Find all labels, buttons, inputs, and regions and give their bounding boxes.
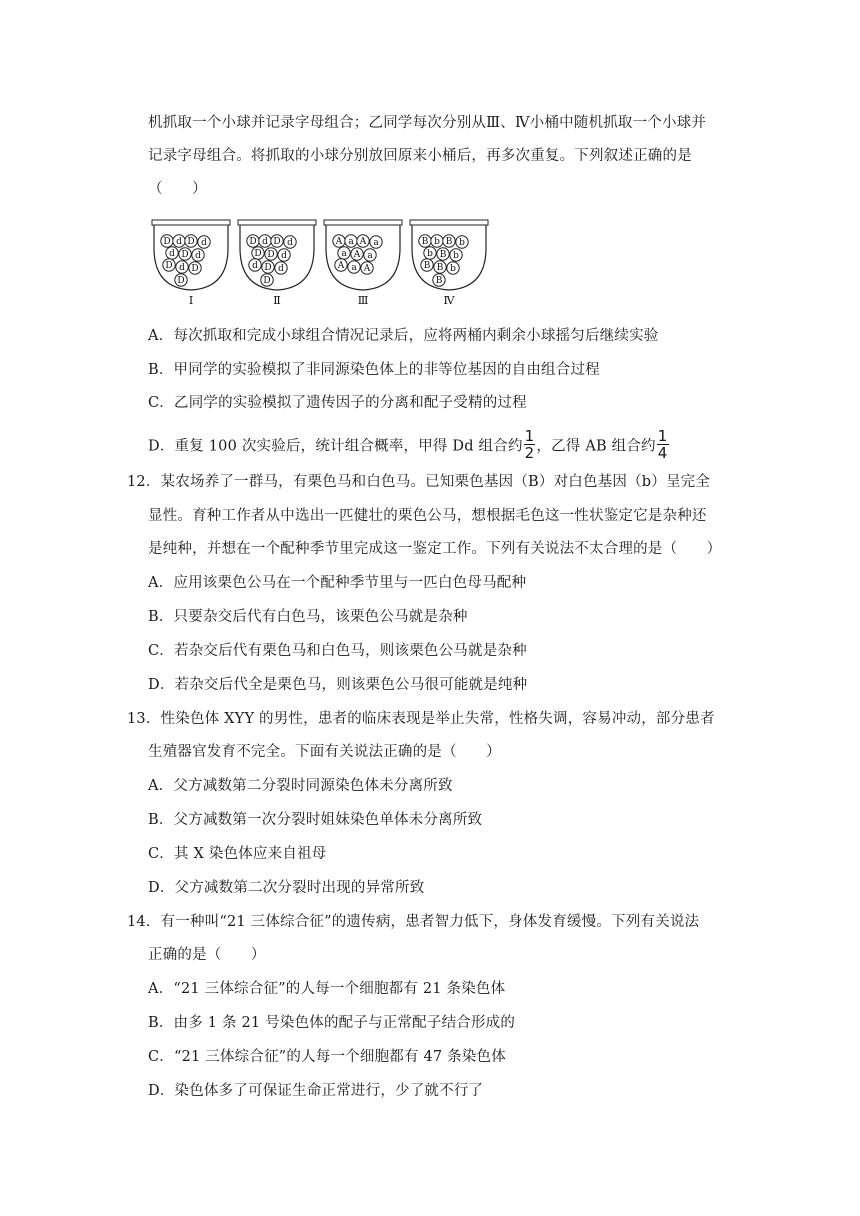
fraction-denominator: 2 xyxy=(524,444,535,462)
ball-letter: B xyxy=(435,276,443,287)
ball xyxy=(338,247,350,259)
q12-option-a: A．应用该栗色公马在一个配种季节里与一匹白色母马配种 xyxy=(148,575,527,591)
ball xyxy=(284,236,296,248)
q11-option-b: B．甲同学的实验模拟了非同源染色体上的非等位基因的自由组合过程 xyxy=(148,362,600,378)
ball-letter: a xyxy=(367,251,373,262)
ball xyxy=(176,261,188,273)
ball-letter: B xyxy=(423,261,431,272)
q13-stem-line1: 13．性染色体 XYY 的男性，患者的临床表现是举止失常，性格失调，容易冲动，部分患者 xyxy=(127,711,715,727)
ball xyxy=(189,262,201,274)
q14-option-d: D．染色体多了可保证生命正常进行，少了就不行了 xyxy=(148,1083,484,1099)
bucket-label: Ⅱ xyxy=(273,294,281,306)
bucket-label: Ⅰ xyxy=(188,294,194,306)
ball xyxy=(357,235,369,247)
ball-letter: D xyxy=(165,261,173,272)
bucket-figure xyxy=(150,218,490,306)
q11-option-d-text1: D．重复 100 次实验后，统计组合概率，甲得 Dd 组合约 xyxy=(148,438,523,455)
q11-option-d-text2: ，乙得 AB 组合约 xyxy=(536,438,656,455)
ball xyxy=(443,235,455,247)
ball-letter: d xyxy=(179,263,185,274)
q12-stem-line2: 显性。育种工作者从中选出一匹健壮的栗色公马，想根据毛色这一性状鉴定它是杂种还 xyxy=(148,508,707,524)
bucket-2 xyxy=(238,220,316,306)
ball xyxy=(333,235,345,247)
ball xyxy=(271,235,283,247)
q12-option-b: B．只要杂交后代有白色马，该栗色公马就是杂种 xyxy=(148,609,468,625)
ball-letter: a xyxy=(351,263,357,274)
bucket-rim xyxy=(324,220,402,225)
ball-letter: d xyxy=(262,237,268,248)
ball-letter: D xyxy=(191,264,199,275)
ball xyxy=(185,235,197,247)
ball xyxy=(198,236,210,248)
fraction-numerator: 1 xyxy=(524,427,535,445)
ball xyxy=(175,274,187,286)
ball-letter: D xyxy=(267,250,275,261)
ball-letter: A xyxy=(337,261,345,272)
ball xyxy=(364,249,376,261)
ball-letter: B xyxy=(439,250,447,261)
bucket-4 xyxy=(410,220,488,306)
ball-letter: b xyxy=(453,251,459,262)
q11-stem-line2: 记录字母组合。将抓取的小球分别放回原来小桶后，再多次重复。下列叙述正确的是 xyxy=(148,148,692,164)
ball xyxy=(275,262,287,274)
ball xyxy=(351,248,363,260)
ball xyxy=(261,274,273,286)
q12-stem-line3: 是纯种，并想在一个配种季节里完成这一鉴定工作。下列有关说法不太合理的是（ ） xyxy=(148,541,722,557)
ball-letter: d xyxy=(287,238,293,249)
ball xyxy=(361,262,373,274)
ball xyxy=(433,274,445,286)
ball-letter: A xyxy=(359,237,367,248)
ball-letter: D xyxy=(177,276,185,287)
q11-option-a: A．每次抓取和完成小球组合情况记录后，应将两桶内剩余小球摇匀后继续实验 xyxy=(148,328,659,344)
ball-letter: b xyxy=(459,238,465,249)
ball-letter: D xyxy=(263,276,271,287)
q14-option-b: B．由多 1 条 21 号染色体的配子与正常配子结合形成的 xyxy=(148,1015,516,1031)
bucket-figure-svg xyxy=(150,218,490,306)
q11-stem-line3: （ ） xyxy=(148,181,207,197)
bucket-rim xyxy=(410,220,488,225)
q14-stem-line2: 正确的是（ ） xyxy=(148,947,266,963)
ball-letter: d xyxy=(252,261,258,272)
ball-letter: a xyxy=(341,249,347,260)
ball xyxy=(259,235,271,247)
ball xyxy=(348,261,360,273)
fraction-one-quarter xyxy=(657,428,669,461)
q13-option-b: B．父方减数第一次分裂时姐妹染色单体未分离所致 xyxy=(148,812,483,828)
ball xyxy=(252,247,264,259)
ball xyxy=(278,249,290,261)
ball xyxy=(370,236,382,248)
ball-letter: d xyxy=(195,251,201,262)
q11-option-c: C．乙同学的实验模拟了遗传因子的分离和配子受精的过程 xyxy=(148,395,527,411)
ball-letter: A xyxy=(363,264,371,275)
fraction-numerator: 1 xyxy=(657,427,668,445)
ball-letter: A xyxy=(335,237,343,248)
ball-letter: B xyxy=(421,237,429,248)
ball-letter: a xyxy=(348,237,354,248)
ball-letter: D xyxy=(249,237,257,248)
q14-option-a: A．“21 三体综合征”的人每一个细胞都有 21 条染色体 xyxy=(148,981,506,997)
ball xyxy=(335,259,347,271)
q13-option-c: C．其 X 染色体应来自祖母 xyxy=(148,846,327,862)
fraction-one-half xyxy=(524,428,536,461)
ball-letter: D xyxy=(187,237,195,248)
ball xyxy=(421,259,433,271)
ball xyxy=(166,247,178,259)
ball xyxy=(262,261,274,273)
fraction-denominator: 4 xyxy=(657,444,668,462)
q14-stem-line1: 14．有一种叫“21 三体综合征”的遗传病，患者智力低下，身体发育缓慢。下列有关说法 xyxy=(127,914,700,930)
ball-letter: a xyxy=(373,238,379,249)
ball-letter: B xyxy=(445,237,453,248)
ball-letter: D xyxy=(264,263,272,274)
ball-letter: A xyxy=(353,250,361,261)
ball-letter: b xyxy=(450,264,456,275)
ball-letter: d xyxy=(176,237,182,248)
ball xyxy=(437,248,449,260)
ball xyxy=(431,235,443,247)
q11-stem-line1: 机抓取一个小球并记录字母组合；乙同学每次分别从Ⅲ、Ⅳ小桶中随机抓取一个小球并 xyxy=(148,115,707,131)
ball xyxy=(447,262,459,274)
ball xyxy=(249,259,261,271)
q13-option-a: A．父方减数第二分裂时同源染色体未分离所致 xyxy=(148,778,453,794)
ball-letter: d xyxy=(281,251,287,262)
bucket-3 xyxy=(324,220,402,306)
ball xyxy=(345,235,357,247)
ball xyxy=(179,248,191,260)
bucket-1 xyxy=(152,220,230,306)
ball xyxy=(265,248,277,260)
ball xyxy=(173,235,185,247)
ball-letter: D xyxy=(254,249,262,260)
ball xyxy=(161,235,173,247)
ball-letter: b xyxy=(427,249,433,260)
ball xyxy=(163,259,175,271)
bucket-rim xyxy=(238,220,316,225)
ball-letter: b xyxy=(434,237,440,248)
q12-option-c: C．若杂交后代有栗色马和白色马，则该栗色公马就是杂种 xyxy=(148,643,527,659)
q13-option-d: D．父方减数第二次分裂时出现的异常所致 xyxy=(148,880,425,896)
ball xyxy=(247,235,259,247)
bucket-label: Ⅲ xyxy=(357,294,369,306)
ball-letter: d xyxy=(201,238,207,249)
ball xyxy=(434,261,446,273)
bucket-rim xyxy=(152,220,230,225)
ball-letter: D xyxy=(163,237,171,248)
q11-option-d xyxy=(148,427,670,463)
ball-letter: D xyxy=(273,237,281,248)
ball xyxy=(192,249,204,261)
q12-stem-line1: 12．某农场养了一群马，有栗色马和白色马。已知栗色基因（B）对白色基因（b）呈完全 xyxy=(127,474,711,490)
bucket-label: Ⅳ xyxy=(443,294,455,306)
q12-option-d: D．若杂交后代全是栗色马，则该栗色公马很可能就是纯种 xyxy=(148,677,528,693)
ball-letter: d xyxy=(169,249,175,260)
ball xyxy=(424,247,436,259)
q13-stem-line2: 生殖器官发育不完全。下面有关说法正确的是（ ） xyxy=(148,744,501,760)
ball xyxy=(456,236,468,248)
ball-letter: D xyxy=(181,250,189,261)
ball-letter: d xyxy=(278,264,284,275)
ball-letter: B xyxy=(436,263,444,274)
ball xyxy=(419,235,431,247)
ball xyxy=(450,249,462,261)
q14-option-c: C．“21 三体综合征”的人每一个细胞都有 47 条染色体 xyxy=(148,1049,506,1065)
